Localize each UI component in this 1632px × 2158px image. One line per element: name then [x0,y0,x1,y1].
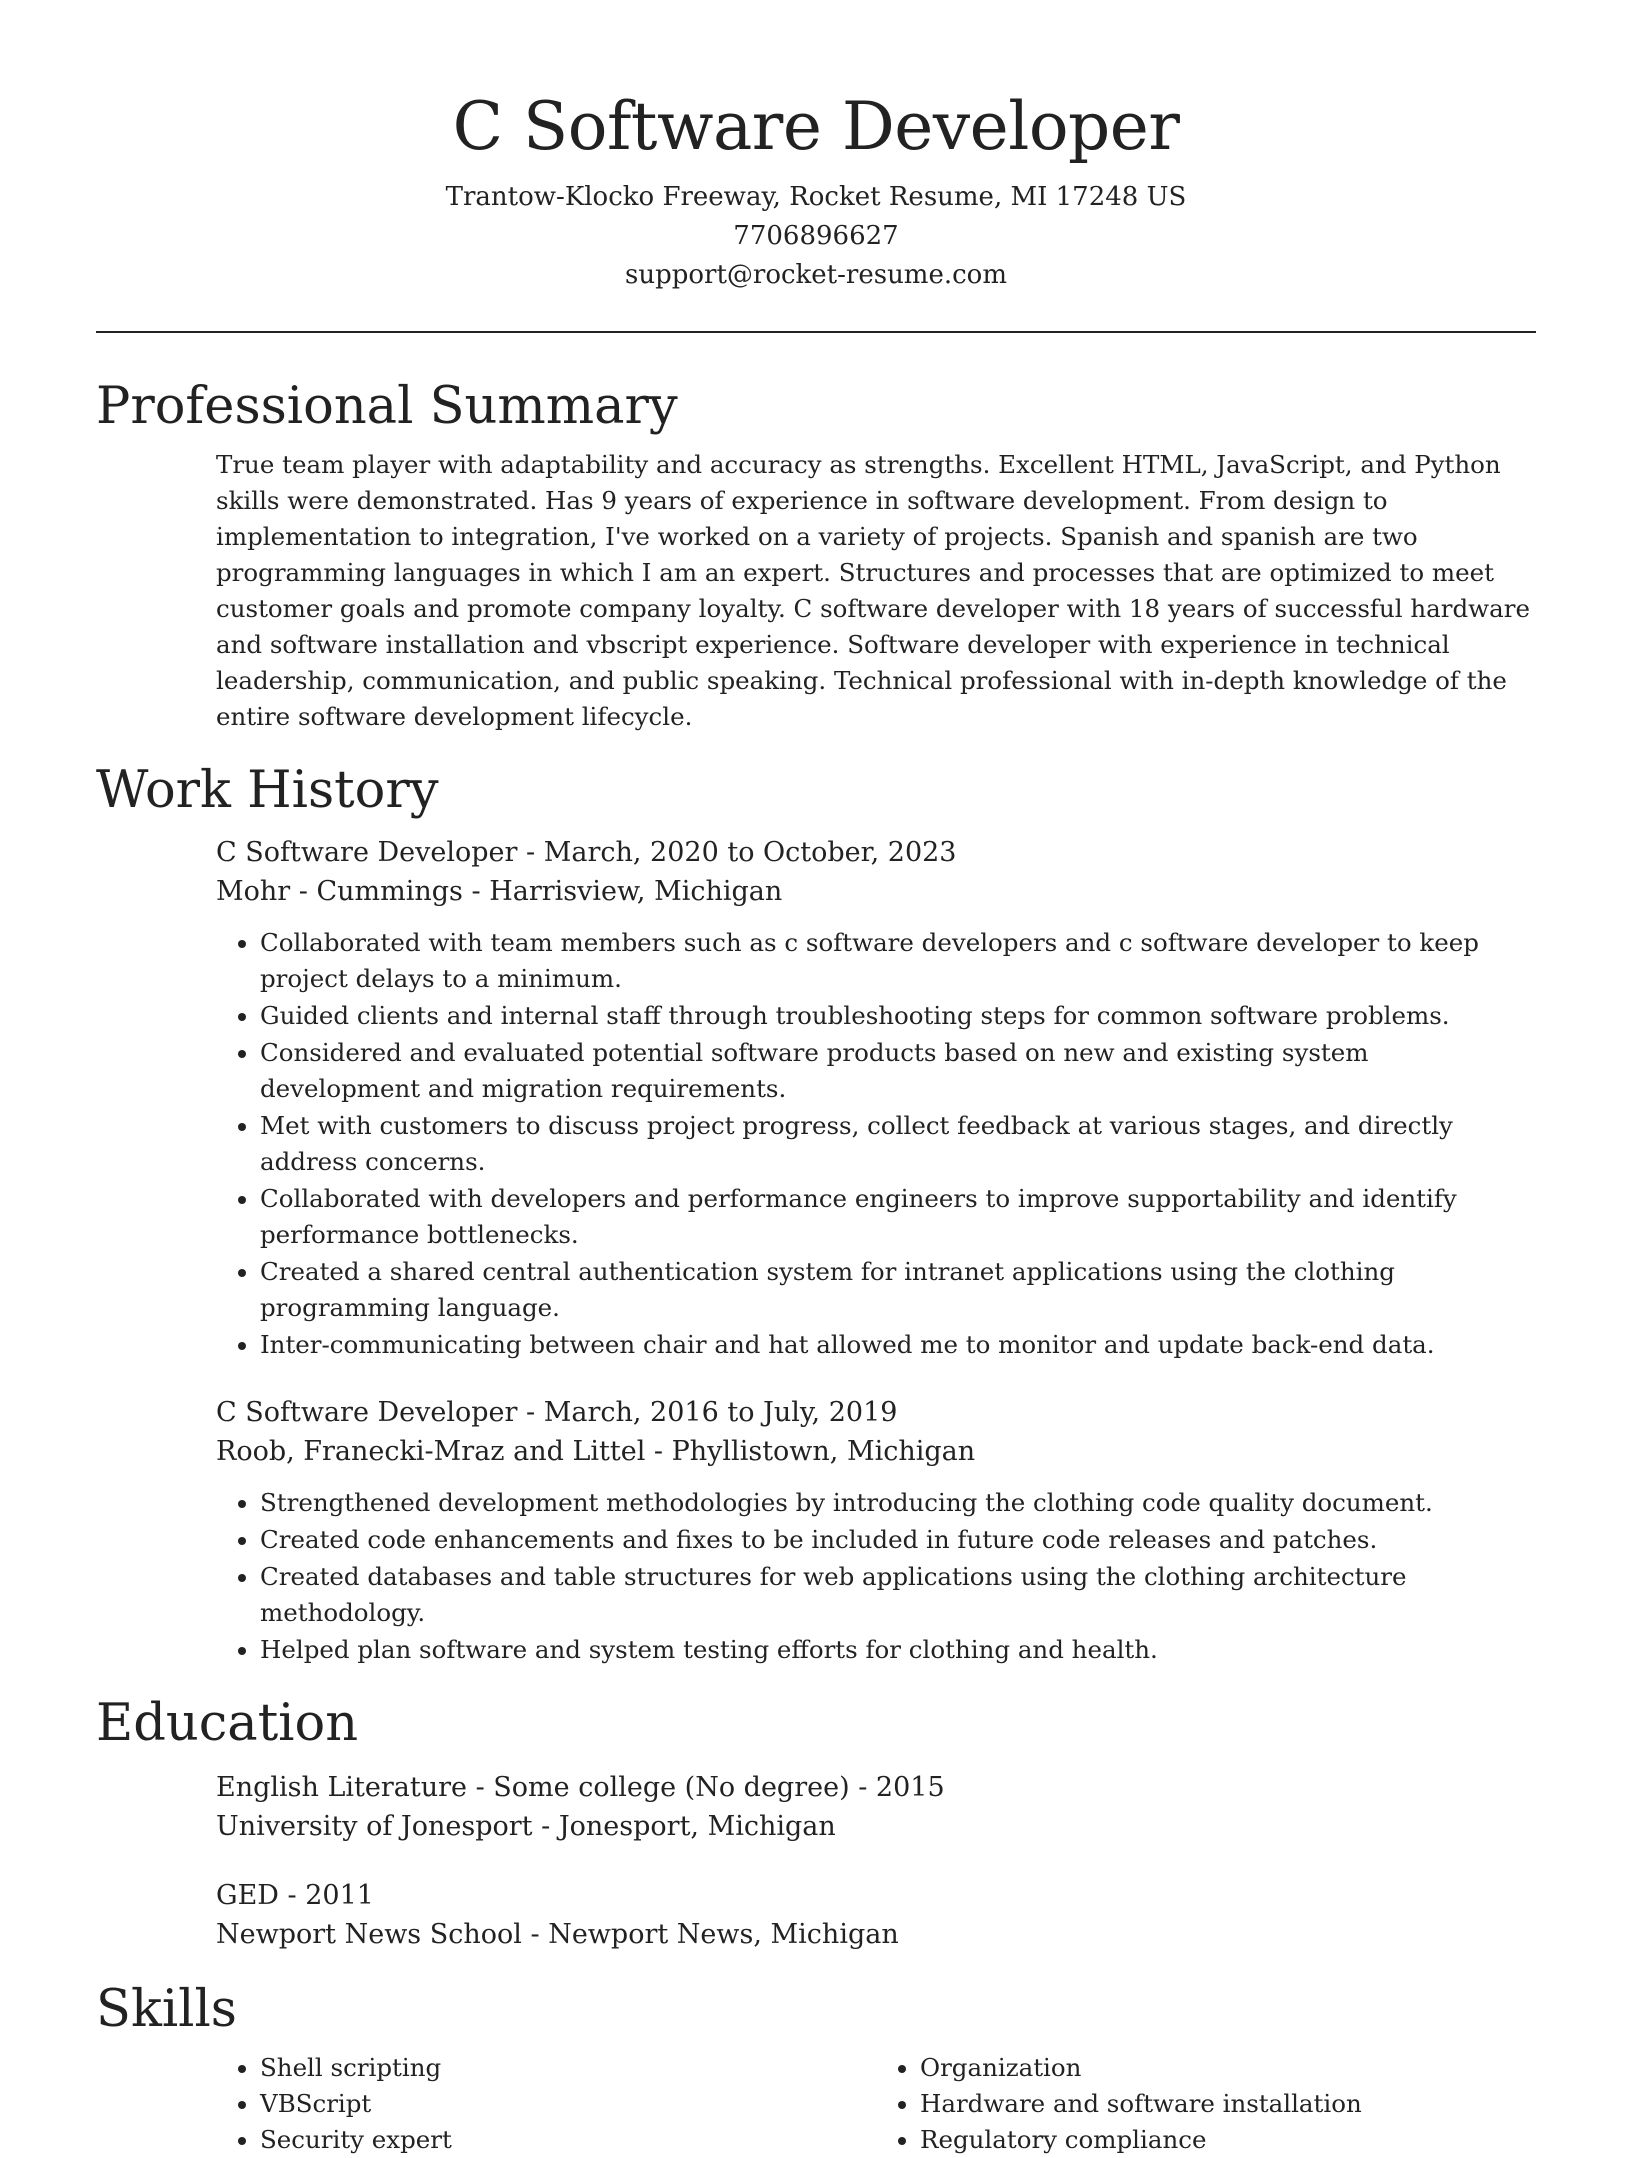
education-degree: GED [216,1880,279,1911]
education-school: University of Jonesport [216,1811,533,1842]
job-position: C Software Developer [216,1397,518,1428]
education-degree: English Literature - Some college (No degree) [216,1772,850,1803]
section-title-summary: Professional Summary [96,377,678,436]
skills-columns [216,2050,1536,2158]
contact-block [96,178,1536,295]
section-title-work: Work History [96,761,439,820]
education-school-line [216,1807,1536,1846]
list-item: • Collaborated with developers and performance engineers to improve supportability and identify performance bottlenecks. [260,1181,1536,1253]
resume-page [96,0,1536,2158]
skills-list-right [876,2050,1536,2158]
list-item: • Met with customers to discuss project progress, collect feedback at various stages, and directly address concerns. [260,1108,1536,1180]
education-year: - 2015 [849,1772,945,1803]
education-entry [216,1768,1536,1846]
list-item: • Strengthened development methodologies by introducing the clothing code quality document. [260,1485,1536,1521]
job-dates: - March, 2020 to October, 2023 [517,837,957,868]
job-entry [216,833,1536,1363]
skills-list-left [216,2050,876,2158]
header-divider [96,331,1536,333]
job-company: Mohr - Cummings [216,876,463,907]
job-position: C Software Developer [216,837,518,868]
job-location: - Harrisview, Michigan [462,876,783,907]
list-item: • Regulatory compliance [920,2122,1536,2158]
job-dates: - March, 2016 to July, 2019 [517,1397,898,1428]
list-item: • Organization [920,2050,1536,2086]
section-title-skills: Skills [96,1980,237,2039]
job-bullets [216,1485,1536,1668]
summary-text: True team player with adaptability and accuracy as strengths. Excellent HTML, JavaScript, and Python skills were demonstrated. Has 9 years of experience in software development. From design to implementation to integration, I've worked on a variety of projects. Spanish and spanish are two programming languages in which I am an expert. Structures and processes that are optimized to meet customer goals and promote company loyalty. C software developer with 18 years of successful hardware and software installation and vbscript experience. Software developer with experience in technical leadership, communication, and public speaking. Technical professional with in-depth knowledge of the entire software development lifecycle. [216,450,1530,731]
job-title-line [216,833,1536,872]
list-item: • Created a shared central authentication system for intranet applications using the clothing programming language. [260,1254,1536,1326]
education-location: - Newport News, Michigan [521,1919,899,1950]
list-item: • Shell scripting [260,2050,876,2086]
list-item: • Security expert [260,2122,876,2158]
section-title-education: Education [96,1694,359,1753]
education-degree-line [216,1768,1536,1807]
education-year: - 2011 [278,1880,374,1911]
education-location: - Jonesport, Michigan [532,1811,836,1842]
list-item: • Created code enhancements and fixes to be included in future code releases and patches. [260,1522,1536,1558]
job-location: - Phyllistown, Michigan [645,1436,976,1467]
education-school-line [216,1915,1536,1954]
candidate-name: C Software Developer [452,88,1180,165]
resume-header [96,0,1536,295]
professional-summary-section [96,373,1536,735]
education-section [96,1690,1536,1954]
list-item: • Collaborated with team members such as c software developers and c software developer to keep project delays to a minimum. [260,925,1536,997]
job-company: Roob, Franecki-Mraz and Littel [216,1436,646,1467]
contact-phone: 7706896627 [733,221,899,251]
list-item: • Hardware and software installation [920,2086,1536,2122]
job-company-line [216,872,1536,911]
education-degree-line [216,1876,1536,1915]
contact-email: support@rocket-resume.com [624,260,1007,290]
list-item: • Created databases and table structures for web applications using the clothing architecture methodology. [260,1559,1536,1631]
job-entry [216,1393,1536,1668]
job-bullets [216,925,1536,1363]
list-item: • Helped plan software and system testing efforts for clothing and health. [260,1632,1536,1668]
education-school: Newport News School [216,1919,522,1950]
list-item: • VBScript [260,2086,876,2122]
job-company-line [216,1432,1536,1471]
skills-section [96,1976,1536,2158]
list-item: • Guided clients and internal staff through troubleshooting steps for common software problems. [260,998,1536,1034]
education-entry [216,1876,1536,1954]
list-item: • Considered and evaluated potential software products based on new and existing system development and migration requirements. [260,1035,1536,1107]
work-history-section [96,757,1536,1668]
job-title-line [216,1393,1536,1432]
list-item: • Inter-communicating between chair and hat allowed me to monitor and update back-end data. [260,1327,1536,1363]
contact-address: Trantow-Klocko Freeway, Rocket Resume, MI 17248 US [445,182,1187,212]
